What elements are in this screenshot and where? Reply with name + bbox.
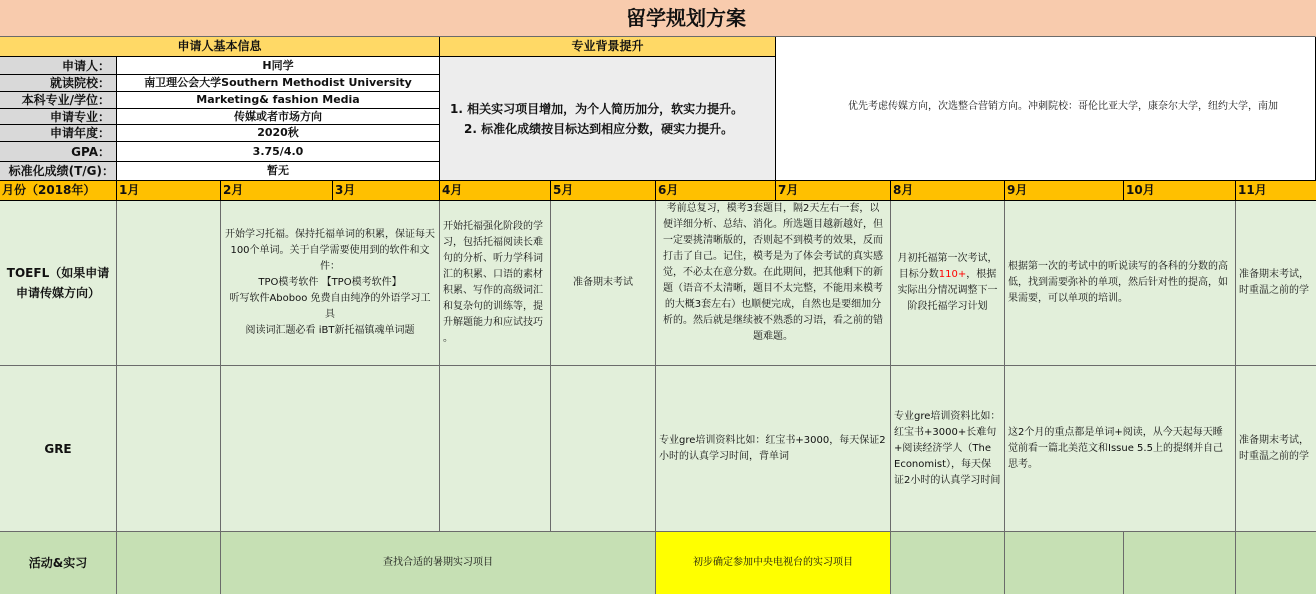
basic-info-header: 申请人基本信息 (0, 37, 440, 57)
label-target-major: 申请专业： (0, 109, 117, 125)
toefl-aug (891, 201, 1005, 366)
month-6: 6月 (656, 181, 776, 201)
toefl-aug-post: ，根据实际出分情况调整下一阶段托福学习计划 (897, 269, 998, 312)
toefl-feb-mar-intro: 开始学习托福。保持托福单词的积累，保证每天100个单词。关于自学需要使用到的软件和文件： (225, 229, 435, 272)
label-applicant: 申请人： (0, 57, 117, 75)
label-year: 申请年度： (0, 125, 117, 142)
activity-feb-may: 查找合适的暑期实习项目 (221, 532, 656, 594)
month-7: 7月 (776, 181, 891, 201)
month-2: 2月 (221, 181, 333, 201)
label-school: 就读院校： (0, 75, 117, 92)
gre-apr (440, 366, 551, 532)
month-3: 3月 (333, 181, 440, 201)
gre-jan (117, 366, 221, 532)
row-label-gre: GRE (0, 366, 117, 532)
label-scores: 标准化成绩(T/G)： (0, 162, 117, 181)
value-target-major: 传媒或者市场方向 (117, 109, 440, 125)
toefl-feb-mar-aboboo: 听写软件Aboboo 免费自由纯净的外语学习工具 (229, 293, 431, 320)
label-gpa: GPA： (0, 142, 117, 162)
gre-jun-jul: 专业gre培训资料比如：红宝书+3000，每天保证2小时的认真学习时间，背单词 (656, 366, 891, 532)
month-9: 9月 (1005, 181, 1124, 201)
school-note: 优先考虑传媒方向，次选整合营销方向。冲刺院校：哥伦比亚大学，康奈尔大学，纽约大学，南加 (848, 101, 1278, 112)
background-cell (440, 57, 776, 181)
activity-jan (117, 532, 221, 594)
toefl-feb-mar (221, 201, 440, 366)
activity-oct (1124, 532, 1236, 594)
toefl-feb-mar-vocab: 阅读词汇题必看 iBT新托福镇魂单词题 (245, 325, 415, 336)
value-major: Marketing& fashion Media (117, 92, 440, 109)
toefl-may: 准备期末考试 (551, 201, 656, 366)
value-school: 南卫理公会大学Southern Methodist University (117, 75, 440, 92)
background-item-2: 2. 标准化成绩按目标达到相应分数，硬实力提升。 (464, 122, 734, 136)
gre-aug: 专业gre培训资料比如：红宝书+3000+长难句+阅读经济学人（The Economist），每天保证2小时的认真学习时间 (891, 366, 1005, 532)
label-major: 本科专业/学位： (0, 92, 117, 109)
value-scores: 暂无 (117, 162, 440, 181)
toefl-aug-score: 110+ (938, 269, 967, 280)
activity-nov (1236, 532, 1316, 594)
row-label-activity: 活动&实习 (0, 532, 117, 594)
month-11: 11月 (1236, 181, 1316, 201)
month-header-label: 月份（2018年） (0, 181, 117, 201)
gre-feb-mar (221, 366, 440, 532)
month-10: 10月 (1124, 181, 1236, 201)
toefl-sep-oct: 根据第一次的考试中的听说读写的各科的分数的高低，找到需要弥补的单项，然后针对性的提高，如果需要，可以单项的培训。 (1005, 201, 1236, 366)
value-gpa: 3.75/4.0 (117, 142, 440, 162)
background-header: 专业背景提升 (440, 37, 776, 57)
month-8: 8月 (891, 181, 1005, 201)
gre-sep-oct: 这2个月的重点都是单词+阅读，从今天起每天睡觉前看一篇北美范文和Issue 5.5上的提纲并自己思考。 (1005, 366, 1236, 532)
toefl-jan (117, 201, 221, 366)
toefl-aug-text (896, 251, 999, 315)
month-1: 1月 (117, 181, 221, 201)
value-year: 2020秋 (117, 125, 440, 142)
month-4: 4月 (440, 181, 551, 201)
toefl-feb-mar-tpo: TPO模考软件 【TPO模考软件】 (258, 277, 402, 288)
activity-sep (1005, 532, 1124, 594)
toefl-apr: 开始托福强化阶段的学习，包括托福阅读长难句的分析、听力学科词汇的积累、口语的素材积累、写作的高级词汇和复杂句的训练等，提升解题能力和应试技巧 。 (440, 201, 551, 366)
activity-aug (891, 532, 1005, 594)
title-bar (0, 0, 1316, 37)
background-item-1: 1. 相关实习项目增加，为个人简历加分，软实力提升。 (450, 102, 744, 116)
toefl-aug-pre: 月初托福第一次考试，目标分数 (897, 253, 998, 280)
value-applicant: H同学 (117, 57, 440, 75)
gre-nov: 准备期末考试，时重温之前的学 (1236, 366, 1316, 532)
row-label-toefl: TOEFL（如果申请申请传媒方向） (0, 201, 117, 366)
month-5: 5月 (551, 181, 656, 201)
toefl-nov: 准备期末考试，时重温之前的学 (1236, 201, 1316, 366)
gre-may (551, 366, 656, 532)
page-title: 留学规划方案 (626, 6, 746, 30)
toefl-jun-jul: 考前总复习，模考3套题目，隔2天左右一套，以便详细分析、总结、消化。所选题目越新越好，但一定要挑清晰版的，否则起不到模考的效果，反而打击了自己。记住，模考是为了体会考试的真实感觉，不必太在意分数。在此期间，把其他剩下的新题（语音不太清晰，题目不太完整，不能用来模考的大概3套左右）也顺便完成，自然也是要细加分析的。然后就是继续被不熟悉的习语，看之前的错题难题。 (656, 201, 891, 366)
activity-jun-jul: 初步确定参加中央电视台的实习项目 (656, 532, 891, 594)
school-note-cell (776, 37, 1316, 181)
